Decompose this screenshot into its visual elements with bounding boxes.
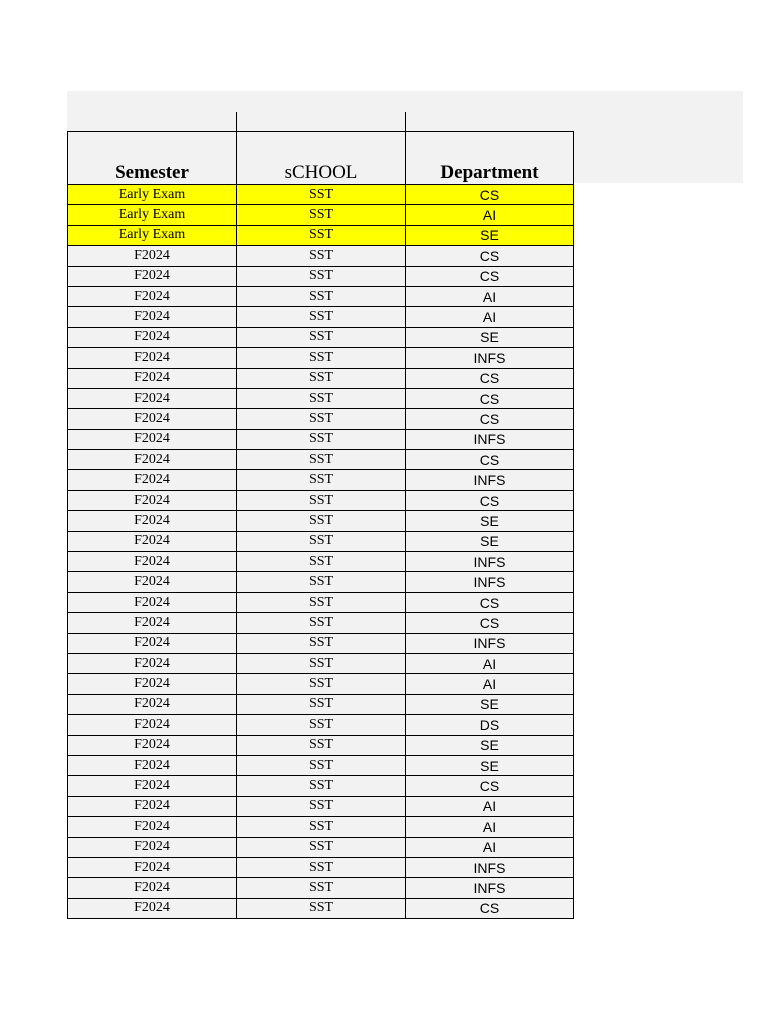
semester-cell[interactable]: F2024	[68, 552, 237, 572]
table-row	[68, 592, 574, 612]
semester-cell[interactable]: F2024	[68, 470, 237, 490]
department-cell[interactable]: SE	[406, 755, 574, 775]
table-row	[68, 755, 574, 775]
course-table	[67, 131, 574, 919]
semester-cell[interactable]: F2024	[68, 450, 237, 470]
semester-cell[interactable]: F2024	[68, 531, 237, 551]
table-row	[68, 266, 574, 286]
semester-cell[interactable]: F2024	[68, 653, 237, 673]
school-cell[interactable]: SST	[237, 348, 406, 368]
semester-cell[interactable]: F2024	[68, 613, 237, 633]
column-divider	[236, 112, 237, 132]
table-row	[68, 674, 574, 694]
department-cell[interactable]: CS	[406, 490, 574, 510]
department-cell[interactable]: INFS	[406, 348, 574, 368]
school-cell[interactable]: SST	[237, 653, 406, 673]
semester-cell[interactable]: F2024	[68, 817, 237, 837]
table-row	[68, 246, 574, 266]
semester-cell[interactable]: Early Exam	[68, 205, 237, 225]
semester-cell[interactable]: Early Exam	[68, 185, 237, 205]
semester-cell[interactable]: F2024	[68, 266, 237, 286]
department-cell[interactable]: INFS	[406, 633, 574, 653]
semester-cell[interactable]: F2024	[68, 368, 237, 388]
department-cell[interactable]: CS	[406, 592, 574, 612]
table-row	[68, 552, 574, 572]
table-row	[68, 653, 574, 673]
school-cell[interactable]: SST	[237, 225, 406, 245]
school-cell[interactable]: SST	[237, 286, 406, 306]
school-cell[interactable]: SST	[237, 592, 406, 612]
table-row	[68, 348, 574, 368]
semester-cell[interactable]: F2024	[68, 776, 237, 796]
table-body	[68, 185, 574, 919]
department-cell[interactable]: INFS	[406, 572, 574, 592]
semester-cell[interactable]: F2024	[68, 429, 237, 449]
semester-cell[interactable]: F2024	[68, 898, 237, 918]
semester-cell[interactable]: F2024	[68, 592, 237, 612]
school-cell[interactable]: SST	[237, 572, 406, 592]
department-cell[interactable]: INFS	[406, 470, 574, 490]
table-row	[68, 307, 574, 327]
table-row	[68, 429, 574, 449]
department-cell[interactable]: AI	[406, 205, 574, 225]
department-cell[interactable]: SE	[406, 327, 574, 347]
semester-cell[interactable]: F2024	[68, 409, 237, 429]
school-cell[interactable]: SST	[237, 470, 406, 490]
school-cell[interactable]: SST	[237, 878, 406, 898]
department-cell[interactable]: CS	[406, 368, 574, 388]
table-row	[68, 327, 574, 347]
table-row	[68, 286, 574, 306]
semester-cell[interactable]: F2024	[68, 796, 237, 816]
department-cell[interactable]: INFS	[406, 857, 574, 877]
table-row	[68, 225, 574, 245]
semester-header[interactable]: Semester	[68, 132, 237, 185]
school-cell[interactable]: SST	[237, 266, 406, 286]
table-row	[68, 878, 574, 898]
department-cell[interactable]: SE	[406, 694, 574, 714]
school-cell[interactable]: SST	[237, 531, 406, 551]
school-cell[interactable]: SST	[237, 735, 406, 755]
school-cell[interactable]: SST	[237, 715, 406, 735]
department-cell[interactable]: SE	[406, 735, 574, 755]
department-cell[interactable]: AI	[406, 286, 574, 306]
school-cell[interactable]: SST	[237, 552, 406, 572]
department-cell[interactable]: SE	[406, 225, 574, 245]
table-row	[68, 735, 574, 755]
semester-cell[interactable]: F2024	[68, 286, 237, 306]
semester-cell[interactable]: F2024	[68, 307, 237, 327]
table-row	[68, 613, 574, 633]
table-row	[68, 450, 574, 470]
school-header[interactable]: sCHOOL	[237, 132, 406, 185]
semester-cell[interactable]: F2024	[68, 694, 237, 714]
department-cell[interactable]: DS	[406, 715, 574, 735]
department-cell[interactable]: SE	[406, 531, 574, 551]
department-cell[interactable]: CS	[406, 613, 574, 633]
semester-cell[interactable]: F2024	[68, 490, 237, 510]
table-row	[68, 388, 574, 408]
department-cell[interactable]: CS	[406, 409, 574, 429]
school-cell[interactable]: SST	[237, 817, 406, 837]
department-header[interactable]: Department	[406, 132, 574, 185]
table-row	[68, 511, 574, 531]
school-cell[interactable]: SST	[237, 246, 406, 266]
department-cell[interactable]: AI	[406, 837, 574, 857]
table-row	[68, 857, 574, 877]
table-row	[68, 185, 574, 205]
semester-cell[interactable]: F2024	[68, 572, 237, 592]
department-cell[interactable]: AI	[406, 817, 574, 837]
school-cell[interactable]: SST	[237, 307, 406, 327]
table-row	[68, 490, 574, 510]
school-cell[interactable]: SST	[237, 429, 406, 449]
semester-cell[interactable]: F2024	[68, 246, 237, 266]
semester-cell[interactable]: F2024	[68, 857, 237, 877]
semester-cell[interactable]: F2024	[68, 327, 237, 347]
table-row	[68, 776, 574, 796]
table-row	[68, 470, 574, 490]
school-cell[interactable]: SST	[237, 450, 406, 470]
table-row	[68, 633, 574, 653]
department-cell[interactable]: CS	[406, 388, 574, 408]
department-cell[interactable]: AI	[406, 674, 574, 694]
column-divider	[405, 112, 406, 132]
school-cell[interactable]: SST	[237, 368, 406, 388]
department-cell[interactable]: AI	[406, 796, 574, 816]
table-row	[68, 817, 574, 837]
department-cell[interactable]: AI	[406, 307, 574, 327]
school-cell[interactable]: SST	[237, 857, 406, 877]
school-cell[interactable]: SST	[237, 327, 406, 347]
school-cell[interactable]: SST	[237, 409, 406, 429]
department-cell[interactable]: CS	[406, 776, 574, 796]
school-cell[interactable]: SST	[237, 898, 406, 918]
semester-cell[interactable]: F2024	[68, 388, 237, 408]
department-cell[interactable]: CS	[406, 185, 574, 205]
department-cell[interactable]: CS	[406, 266, 574, 286]
department-cell[interactable]: INFS	[406, 878, 574, 898]
school-cell[interactable]: SST	[237, 837, 406, 857]
table-row	[68, 898, 574, 918]
school-cell[interactable]: SST	[237, 755, 406, 775]
school-cell[interactable]: SST	[237, 633, 406, 653]
semester-cell[interactable]: F2024	[68, 511, 237, 531]
school-cell[interactable]: SST	[237, 694, 406, 714]
table-row	[68, 796, 574, 816]
school-cell[interactable]: SST	[237, 185, 406, 205]
semester-cell[interactable]: F2024	[68, 735, 237, 755]
department-cell[interactable]: CS	[406, 246, 574, 266]
school-cell[interactable]: SST	[237, 388, 406, 408]
table-row	[68, 368, 574, 388]
department-cell[interactable]: AI	[406, 653, 574, 673]
semester-cell[interactable]: F2024	[68, 837, 237, 857]
school-cell[interactable]: SST	[237, 511, 406, 531]
department-cell[interactable]: INFS	[406, 552, 574, 572]
department-cell[interactable]: INFS	[406, 429, 574, 449]
table-row	[68, 694, 574, 714]
semester-cell[interactable]: F2024	[68, 633, 237, 653]
department-cell[interactable]: CS	[406, 450, 574, 470]
school-cell[interactable]: SST	[237, 776, 406, 796]
table-row	[68, 715, 574, 735]
semester-cell[interactable]: F2024	[68, 755, 237, 775]
header-row	[68, 132, 574, 185]
semester-cell[interactable]: F2024	[68, 715, 237, 735]
table-row	[68, 572, 574, 592]
department-cell[interactable]: SE	[406, 511, 574, 531]
school-cell[interactable]: SST	[237, 205, 406, 225]
school-cell[interactable]: SST	[237, 674, 406, 694]
semester-cell[interactable]: F2024	[68, 348, 237, 368]
semester-cell[interactable]: F2024	[68, 674, 237, 694]
department-cell[interactable]: CS	[406, 898, 574, 918]
table-row	[68, 837, 574, 857]
school-cell[interactable]: SST	[237, 796, 406, 816]
semester-cell[interactable]: Early Exam	[68, 225, 237, 245]
school-cell[interactable]: SST	[237, 613, 406, 633]
semester-cell[interactable]: F2024	[68, 878, 237, 898]
school-cell[interactable]: SST	[237, 490, 406, 510]
table-row	[68, 205, 574, 225]
table-row	[68, 409, 574, 429]
table-row	[68, 531, 574, 551]
